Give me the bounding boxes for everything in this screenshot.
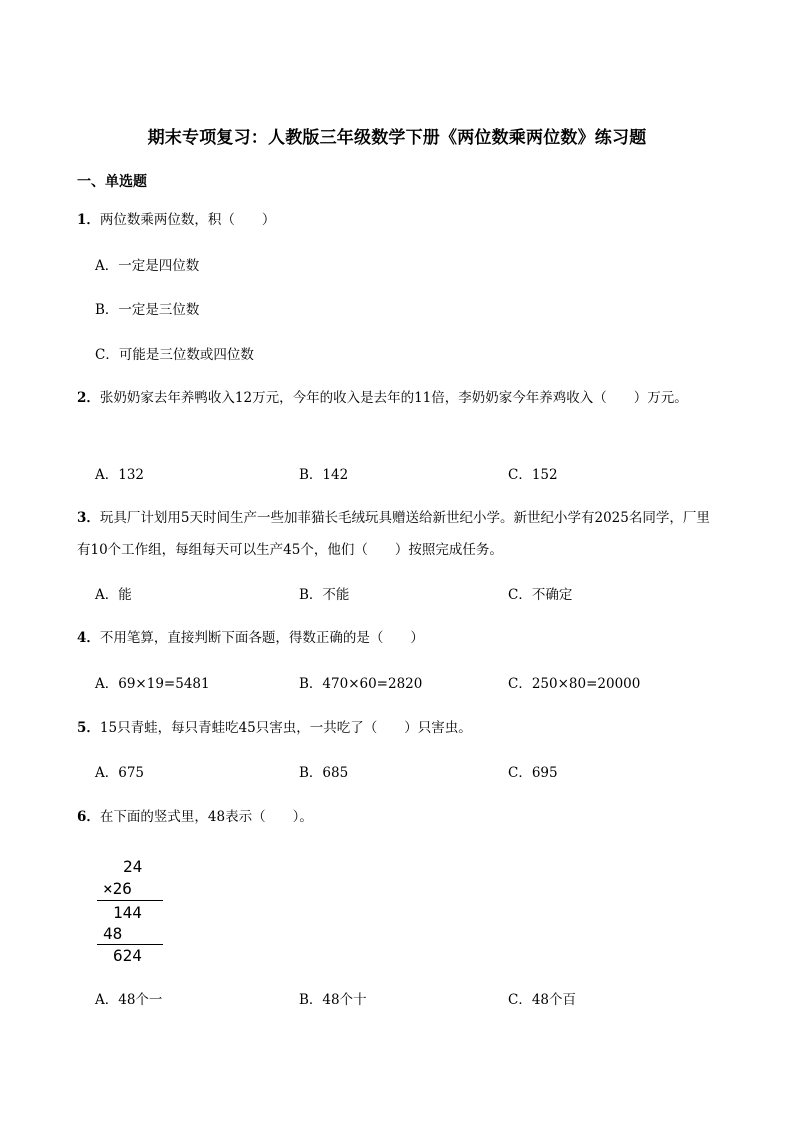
option-b[interactable]: B．470×60=2820: [299, 676, 423, 692]
question-number: 1．: [77, 212, 100, 228]
section-heading: 一、单选题: [77, 174, 147, 190]
question-6: [77, 801, 722, 833]
option-c[interactable]: C．可能是三位数或四位数: [95, 347, 254, 363]
option-c[interactable]: C．250×80=20000: [508, 676, 641, 692]
partial-product-1: 144: [113, 903, 142, 922]
question-number: 3．: [77, 510, 100, 526]
partial-product-2: 48: [103, 924, 123, 943]
question-2: [77, 382, 722, 414]
question-text: 两位数乘两位数，积（ ）: [99, 212, 276, 228]
multiplicand: 24: [123, 857, 143, 876]
question-text: 在下面的竖式里，48表示（ ）。: [99, 809, 313, 825]
option-b[interactable]: B．不能: [299, 587, 350, 603]
option-a[interactable]: A．能: [95, 587, 132, 603]
option-a[interactable]: A．48个一: [95, 992, 163, 1008]
vertical-rule: [97, 944, 163, 945]
multiplier: ×26: [103, 879, 132, 898]
option-b[interactable]: B．685: [299, 765, 349, 781]
option-c[interactable]: C．48个百: [508, 992, 577, 1008]
question-text: 不用笔算，直接判断下面各题，得数正确的是（ ）: [99, 630, 424, 646]
question-5: [77, 712, 722, 744]
option-a[interactable]: A．69×19=5481: [95, 676, 210, 692]
question-number: 5．: [77, 720, 100, 736]
option-b[interactable]: B．142: [299, 467, 349, 483]
option-a[interactable]: A．675: [95, 765, 145, 781]
option-b[interactable]: B．48个十: [299, 992, 367, 1008]
question-text: 15只青蛙，每只青蛙吃45只害虫，一共吃了（ ）只害虫。: [99, 720, 472, 736]
option-a[interactable]: A．一定是四位数: [95, 258, 200, 274]
option-c[interactable]: C．不确定: [508, 587, 573, 603]
question-3: [77, 502, 722, 566]
question-4: [77, 622, 722, 654]
option-b[interactable]: B．一定是三位数: [95, 302, 200, 318]
question-number: 4．: [77, 630, 100, 646]
final-product: 624: [113, 946, 142, 965]
question-text: 玩具厂计划用5天时间生产一些加菲猫长毛绒玩具赠送给新世纪小学。新世纪小学有2025名同学，厂里有10个工作组，每组每天可以生产45个，他们（ ）按照完成任务。: [77, 510, 710, 558]
vertical-multiplication: [95, 855, 175, 970]
question-text: 张奶奶家去年养鸭收入12万元，今年的收入是去年的11倍，李奶奶家今年养鸡收入（ ）万元。: [99, 390, 688, 406]
page-title: 期末专项复习：人教版三年级数学下册《两位数乘两位数》练习题: [147, 128, 647, 148]
option-c[interactable]: C．695: [508, 765, 558, 781]
option-a[interactable]: A．132: [95, 467, 145, 483]
question-1: [77, 204, 722, 236]
vertical-rule: [97, 900, 163, 901]
option-c[interactable]: C．152: [508, 467, 558, 483]
question-number: 2．: [77, 390, 100, 406]
question-number: 6．: [77, 809, 100, 825]
